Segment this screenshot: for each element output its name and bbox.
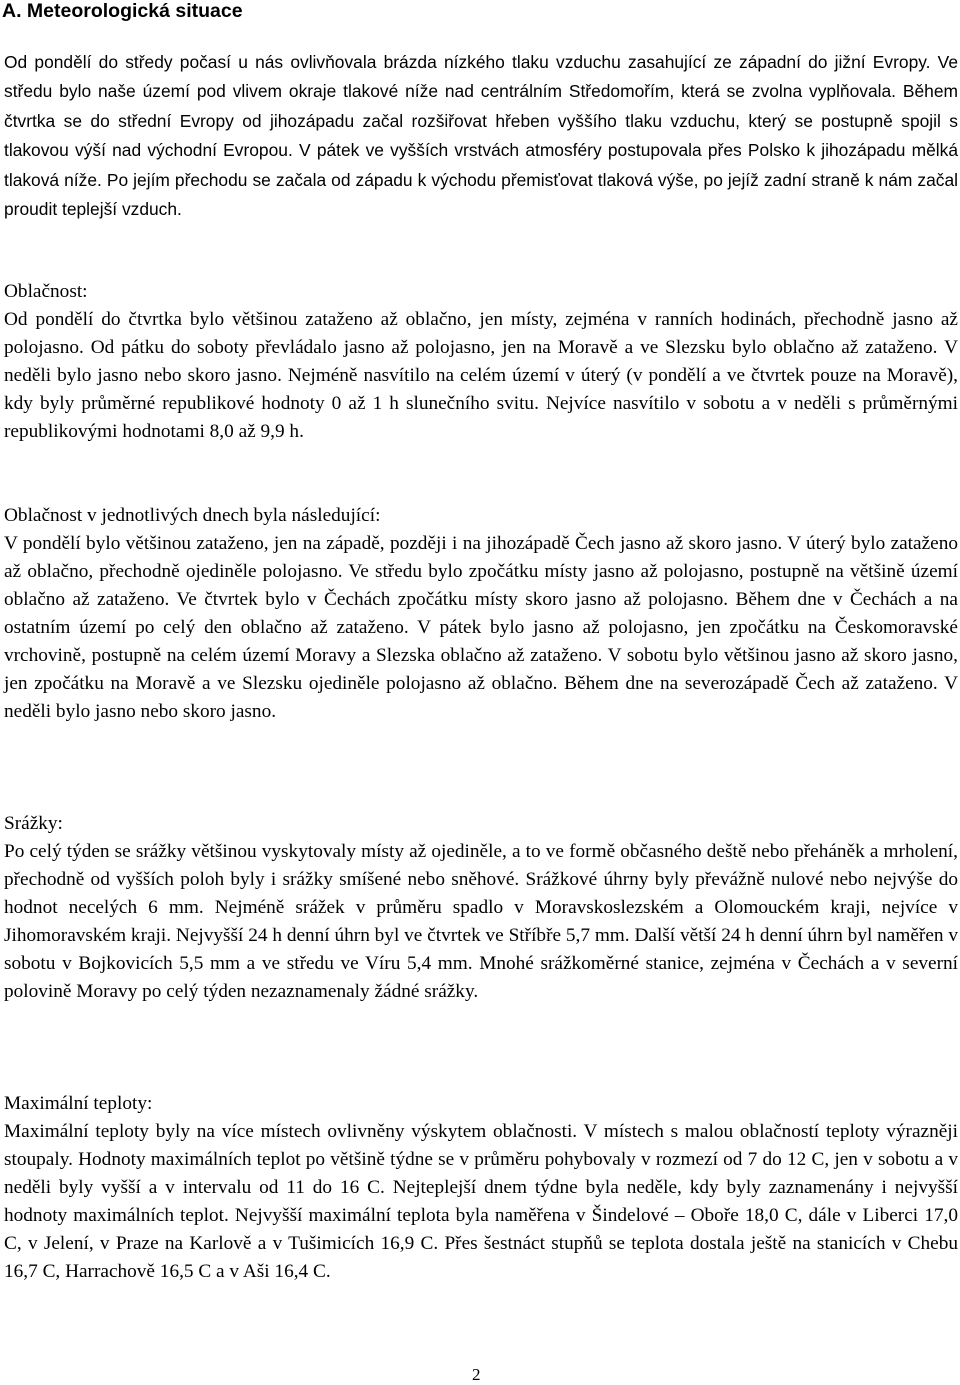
precipitation-label: Srážky: bbox=[4, 813, 63, 834]
precipitation-paragraph: Po celý týden se srážky většinou vyskytovaly místy až ojediněle, a to ve formě občasného deště nebo přeháněk a mrholení, přechodně od vyšších poloh byly i srážky smíšené nebo sněhové. Srážkové úhrny byly převážně nulové nebo nejvýše do hodnot necelých 6 mm. Nejméně srážek v průměru spadlo v Moravskoslezském a Olomouckém kraji, nejvíce v Jihomoravském kraji. Nejvyšší 24 h denní úhrn byl ve čtvrtek ve Stříbře 5,7 mm. Další větší 24 h denní úhrn byl naměřen v sobotu v Bojkovicích 5,5 mm a ve středu ve Víru 5,4 mm. Mnohé srážkoměrné stanice, zejména v Čechách a v severní polovině Moravy po celý týden nezaznamenaly žádné srážky. bbox=[4, 841, 958, 1002]
cloudiness-label: Oblačnost: bbox=[4, 281, 88, 302]
daily-cloudiness-label: Oblačnost v jednotlivých dnech byla následující: bbox=[4, 505, 381, 526]
max-temperatures-label: Maximální teploty: bbox=[4, 1093, 153, 1114]
max-temperatures-paragraph: Maximální teploty byly na více místech ovlivněny výskytem oblačnosti. V místech s malou oblačností teploty výrazněji stoupaly. Hodnoty maximálních teplot po většině týdne se v průměru pohybovaly v rozmezí od 7 do 12 C, jen v sobotu a v neděli byly vyšší a v intervalu od 11 do 16 C. Nejteplejší dnem týdne byla neděle, kdy byly zaznamenány i nejvyšší hodnoty maximálních teplot. Nejvyšší maximální teplota byla naměřena v Šindelové – Obořе 18,0 C, dále v Liberci 17,0 C, v Jelení, v Praze na Karlově a v Tušimicích 16,9 C. Přes šestnáct stupňů se teplota dostala ještě na stanicích v Chebu 16,7 C, Harrachově 16,5 C a v Aši 16,4 C. bbox=[4, 1121, 958, 1282]
section-heading: A. Meteorologická situace bbox=[2, 0, 243, 22]
daily-cloudiness-paragraph: V pondělí bylo většinou zataženo, jen na západě, později i na jihozápadě Čech jasno až skoro jasno. V úterý bylo zataženo až oblačno, přechodně ojediněle polojasno. Ve středu bylo zpočátku místy jasno až polojasno, postupně na většině území oblačno až zataženo. Ve čtvrtek bylo v Čechách zpočátku místy skoro jasno až polojasno. Během dne v Čechách a na ostatním území po celý den oblačno až zataženo. V pátek bylo jasno až polojasno, jen zpočátku na Českomoravské vrchovině, postupně na celém území Moravy a Slezska oblačno až zataženo. V sobotu bylo většinou jasno až skoro jasno, jen zpočátku na Moravě a ve Slezsku ojediněle polojasno až oblačno. Během dne na severozápadě Čech až zataženo. V neděli bylo jasno nebo skoro jasno. bbox=[4, 533, 958, 722]
cloudiness-paragraph: Od pondělí do čtvrtka bylo většinou zataženo až oblačno, jen místy, zejména v ranních hodinách, přechodně jasno až polojasno. Od pátku do soboty převládalo jasno až polojasno, jen na Moravě a ve Slezsku bylo oblačno až zataženo. V neděli bylo jasno nebo skoro jasno. Nejméně nasvítilo na celém území v úterý (v pondělí a ve čtvrtek pouze na Moravě), kdy byly průměrné republikové hodnoty 0 až 1 h slunečního svitu. Nejvíce nasvítilo v sobotu a v neděli s průměrnými republikovými hodnotami 8,0 až 9,9 h. bbox=[4, 309, 958, 442]
meteorological-situation-paragraph: Od pondělí do středy počasí u nás ovlivňovala brázda nízkého tlaku vzduchu zasahující ze západní do jižní Evropy. Ve středu bylo naše území pod vlivem okraje tlakové níže nad centrálním Středomořím, která se zvolna vyplňovala. Během čtvrtka se do střední Evropy od jihozápadu začal rozšiřovat hřeben vyššího tlaku vzduchu, který se postupně spojil s tlakovou výší nad východní Evropou. V pátek ve vyšších vrstvách atmosféry postupovala přes Polsko k jihozápadu mělká tlaková níže. Po jejím přechodu se začala od západu k východu přemisťovat tlaková výše, po jejíž zadní straně k nám začal proudit teplejší vzduch. bbox=[4, 52, 958, 220]
page-number: 2 bbox=[472, 1365, 481, 1384]
